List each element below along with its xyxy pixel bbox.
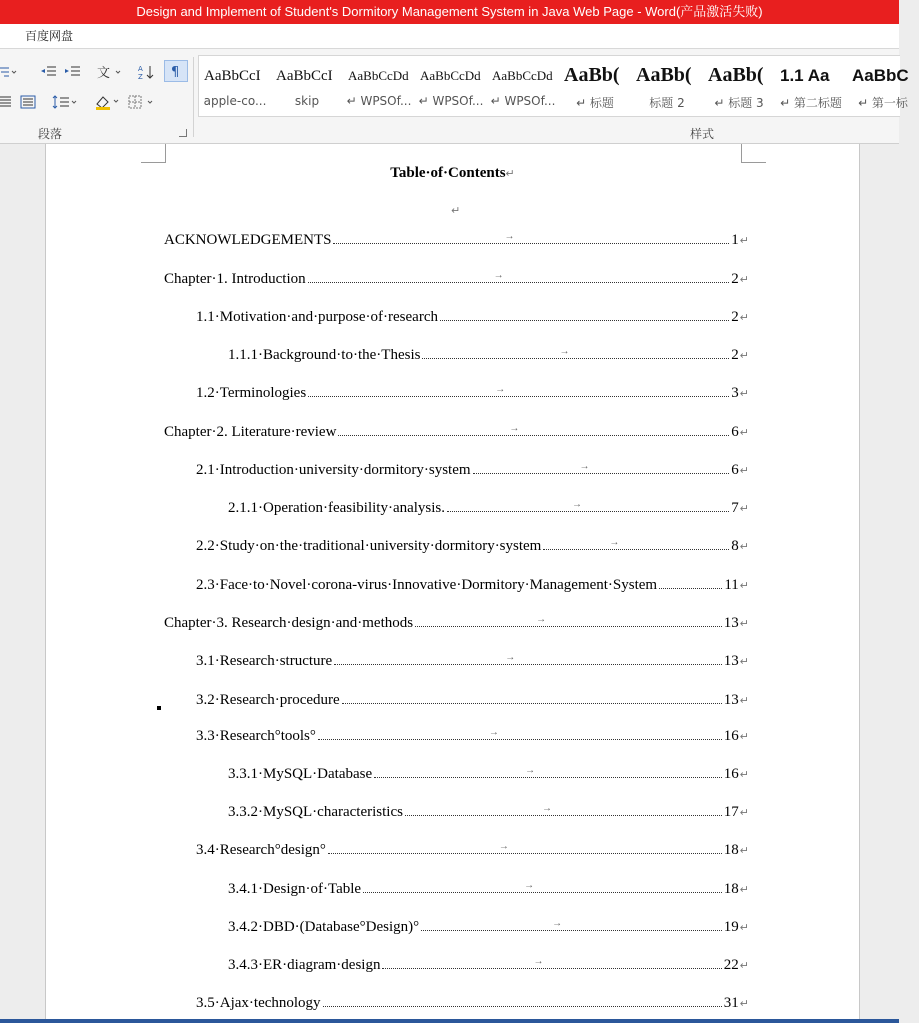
dot-leader (422, 346, 729, 359)
toc-entry[interactable] (228, 765, 749, 783)
toc-page-number: 3 (731, 385, 739, 401)
style-name: 标题 2 (649, 96, 685, 110)
style-item[interactable] (271, 56, 343, 116)
toc-entry-text: Chapter·3. Research·design·and·methods (164, 615, 414, 631)
dot-leader (543, 537, 729, 550)
shading-icon (94, 94, 122, 110)
decrease-indent-icon (39, 65, 57, 79)
tab-arrow-icon: → (541, 803, 552, 814)
toc-entry[interactable] (228, 918, 749, 936)
toc-title[interactable] (46, 165, 859, 182)
document-area[interactable] (0, 144, 899, 1019)
status-bar (0, 1019, 899, 1023)
toc-page-number: 18 (723, 881, 739, 897)
style-item[interactable] (703, 56, 775, 116)
tab-arrow-icon: → (572, 499, 583, 510)
toc-title-text: Table·of·Contents (390, 165, 506, 181)
multilevel-list-button[interactable] (0, 61, 18, 83)
multilevel-list-icon (0, 65, 17, 79)
style-preview: AaBbCcDd (348, 68, 409, 83)
paragraph-mark-icon: ↵ (451, 204, 461, 217)
toc-page-number: 2 (731, 347, 739, 363)
style-name: ↵ 第二标题 (780, 96, 842, 110)
distributed-button[interactable] (16, 91, 40, 113)
shading-button[interactable] (92, 91, 124, 113)
tab-baidu-netdisk[interactable]: 百度网盘 (25, 29, 74, 43)
dot-leader (338, 423, 729, 436)
styles-group-label: 样式 (690, 127, 715, 141)
paragraph-mark-icon: ↵ (739, 388, 749, 400)
toc-entry[interactable] (164, 231, 749, 249)
style-name: ↵ WPSOf... (346, 94, 412, 108)
tab-arrow-icon: → (536, 614, 547, 625)
style-preview: AaBb( (708, 64, 764, 86)
line-spacing-icon (52, 95, 80, 109)
dot-leader (308, 384, 729, 397)
toc-page-number: 8 (731, 538, 739, 554)
toc-entry-text: 3.5·Ajax·technology (196, 995, 321, 1011)
toc-entry[interactable] (164, 270, 749, 288)
style-preview: AaBbCcDd (420, 68, 481, 83)
toc-entry[interactable] (196, 308, 749, 326)
crop-mark (141, 144, 166, 163)
style-preview: AaBb( (564, 64, 620, 86)
line-spacing-button[interactable] (50, 91, 82, 113)
dot-leader (415, 614, 722, 627)
increase-indent-button[interactable] (60, 61, 84, 83)
sort-icon (137, 64, 155, 80)
svg-text:Z: Z (138, 73, 143, 81)
dot-leader (363, 880, 722, 893)
toc-entry[interactable] (164, 614, 749, 632)
paragraph-mark-icon: ↵ (739, 618, 749, 630)
toc-page-number: 11 (724, 577, 739, 593)
toc-entry-text: 3.4.1·Design·of·Table (228, 881, 362, 897)
dot-leader (473, 461, 730, 474)
style-preview: AaBbCcDd (492, 68, 553, 83)
toc-entry-text: 3.4·Research°design° (196, 842, 326, 858)
bullet-marker (157, 706, 161, 710)
style-name: ↵ WPSOf... (418, 94, 484, 108)
paragraph-mark-icon: ↵ (739, 427, 749, 439)
window-title: Design and Implement of Student's Dormitory Management System in Java Web Page - Word(产品激活失败) (136, 4, 763, 19)
toc-entry-text: 3.3.1·MySQL·Database (228, 766, 373, 782)
paragraph-mark-icon: ↵ (505, 168, 515, 180)
toc-entry[interactable] (196, 576, 749, 594)
toc-entry[interactable] (196, 461, 749, 479)
style-name: skip (294, 94, 320, 108)
paragraph-mark-icon: ↵ (739, 960, 749, 972)
toc-entry-text: 3.4.3·ER·diagram·design (228, 957, 381, 973)
distributed-icon (20, 95, 36, 109)
dot-leader (659, 576, 722, 589)
toc-page-number: 2 (731, 271, 739, 287)
tab-arrow-icon: → (524, 880, 535, 891)
style-name: ↵ 标题 3 (714, 96, 764, 110)
styles-gallery (198, 55, 909, 117)
toc-entry-text: 2.1·Introduction·university·dormitory·system (196, 462, 471, 478)
paragraph-mark-icon: ↵ (739, 769, 749, 781)
toc-entry[interactable] (196, 537, 749, 555)
show-hide-marks-button[interactable] (164, 60, 188, 82)
toc-entry[interactable] (228, 956, 749, 974)
style-item[interactable] (559, 56, 631, 116)
toc-entry[interactable] (196, 652, 749, 670)
toc-entry[interactable] (196, 384, 749, 402)
dot-leader (342, 691, 722, 704)
style-preview: AaBbCcI (276, 68, 333, 84)
dot-leader (328, 841, 722, 854)
paragraph-mark-icon: ↵ (739, 465, 749, 477)
style-item[interactable] (775, 56, 847, 116)
dot-leader (333, 231, 729, 244)
style-name: apple-co... (203, 94, 267, 108)
chinese-layout-icon (96, 65, 124, 79)
paragraph-mark-icon: ↵ (739, 541, 749, 553)
dot-leader (382, 956, 721, 969)
toc-entry-text: ACKNOWLEDGEMENTS (164, 232, 332, 248)
paragraph-mark-icon: ↵ (739, 580, 749, 592)
paragraph-mark-icon: ↵ (739, 998, 749, 1010)
ribbon (0, 49, 909, 144)
style-name: ↵ 标题 (576, 96, 614, 110)
style-item[interactable] (847, 56, 919, 116)
tab-arrow-icon: → (609, 537, 620, 548)
toc-entry[interactable] (196, 994, 749, 1012)
paragraph-mark-icon: ↵ (739, 807, 749, 819)
paragraph-mark-icon: ↵ (739, 274, 749, 286)
toc-page-number: 6 (731, 462, 739, 478)
toc-page-number: 13 (723, 692, 739, 708)
group-divider (193, 57, 194, 137)
paragraph-mark-icon: ↵ (739, 503, 749, 515)
toc-entry-text: 3.3·Research°tools° (196, 728, 316, 744)
toc-entry-text: 3.4.2·DBD·(Database°Design)° (228, 919, 420, 935)
toc-entry[interactable] (228, 803, 749, 821)
tab-arrow-icon: → (493, 270, 504, 281)
toc-page-number: 1 (731, 232, 739, 248)
tab-arrow-icon: → (552, 918, 563, 929)
dot-leader (405, 803, 722, 816)
decrease-indent-button[interactable] (36, 61, 60, 83)
document-page[interactable] (45, 144, 860, 1019)
show-hide-marks-icon (169, 64, 183, 78)
toc-entry[interactable] (196, 691, 749, 709)
dot-leader (323, 994, 722, 1007)
toc-entry[interactable] (228, 880, 749, 898)
paragraph-mark-icon: ↵ (739, 845, 749, 857)
style-item[interactable] (343, 56, 415, 116)
tab-arrow-icon: → (525, 765, 536, 776)
toc-entry[interactable] (196, 841, 749, 859)
tab-arrow-icon: → (488, 727, 499, 738)
paragraph-mark-icon: ↵ (739, 350, 749, 362)
paragraph-dialog-launcher-icon[interactable] (179, 129, 187, 137)
toc-entry-text: 1.1.1·Background·to·the·Thesis (228, 347, 421, 363)
style-item[interactable] (487, 56, 559, 116)
style-item[interactable] (199, 56, 271, 116)
style-item[interactable] (631, 56, 703, 116)
dot-leader (421, 918, 722, 931)
style-preview: AaBb( (636, 64, 692, 86)
style-name: ↵ 第一标 (858, 96, 908, 110)
svg-text:¶: ¶ (171, 65, 180, 80)
crop-mark (741, 144, 766, 163)
borders-button[interactable] (126, 91, 158, 113)
toc-page-number: 31 (723, 995, 739, 1011)
svg-text:A: A (138, 65, 143, 73)
style-item[interactable] (415, 56, 487, 116)
toc-entry-text: 3.1·Research·structure (196, 653, 333, 669)
tab-arrow-icon: → (505, 652, 516, 663)
dot-leader (318, 727, 722, 740)
paragraph-mark-icon: ↵ (739, 312, 749, 324)
justify-icon (0, 95, 13, 109)
toc-page-number: 7 (731, 500, 739, 516)
paragraph-mark-icon: ↵ (739, 922, 749, 934)
toc-page-number: 2 (731, 309, 739, 325)
style-preview: AaBbC (852, 66, 909, 85)
toc-entry-text: 1.2·Terminologies (196, 385, 307, 401)
toc-page-number: 19 (723, 919, 739, 935)
borders-icon (128, 95, 156, 109)
tab-arrow-icon: → (509, 423, 520, 434)
toc-entry-text: 2.2·Study·on·the·traditional·university·dormitory·system (196, 538, 542, 554)
tab-arrow-icon: → (559, 346, 570, 357)
svg-text:文: 文 (97, 66, 111, 81)
toc-entry[interactable] (164, 423, 749, 441)
style-name: ↵ WPSOf... (490, 94, 556, 108)
dot-leader (447, 499, 729, 512)
tab-arrow-icon: → (495, 384, 506, 395)
dot-leader (374, 765, 722, 778)
toc-entry-text: 3.2·Research·procedure (196, 692, 340, 708)
tab-arrow-icon: → (498, 841, 509, 852)
paragraph-mark-icon: ↵ (739, 731, 749, 743)
paragraph-mark-icon: ↵ (739, 656, 749, 668)
tab-arrow-icon: → (579, 461, 590, 472)
toc-entry-text: Chapter·2. Literature·review (164, 424, 337, 440)
toc-page-number: 22 (723, 957, 739, 973)
dot-leader (440, 308, 729, 321)
paragraph-mark-icon: ↵ (739, 884, 749, 896)
toc-page-number: 6 (731, 424, 739, 440)
toc-entry[interactable] (228, 499, 749, 517)
toc-entry-text: 2.1.1·Operation·feasibility·analysis. (228, 500, 446, 516)
dot-leader (308, 270, 730, 283)
toc-entry[interactable] (196, 727, 749, 745)
toc-entry[interactable] (228, 346, 749, 364)
toc-entry-text: 3.3.2·MySQL·characteristics (228, 804, 403, 820)
dot-leader (334, 652, 722, 665)
toc-entry-text: 2.3·Face·to·Novel·corona-virus·Innovative·Dormitory·Management·System (196, 577, 658, 593)
chinese-layout-button[interactable] (94, 61, 126, 83)
toc-page-number: 13 (723, 653, 739, 669)
toc-page-number: 16 (723, 728, 739, 744)
increase-indent-icon (63, 65, 81, 79)
tab-arrow-icon: → (533, 956, 544, 967)
tab-arrow-icon: → (504, 231, 515, 242)
sort-button[interactable] (134, 61, 158, 83)
toc-page-number: 17 (723, 804, 739, 820)
paragraph-group-label: 段落 (38, 127, 63, 141)
ribbon-tab-row (0, 24, 899, 49)
paragraph-mark-icon: ↵ (739, 235, 749, 247)
window-title-bar (0, 0, 899, 24)
style-preview: 1.1 Aa (780, 66, 830, 85)
style-preview: AaBbCcI (204, 68, 261, 84)
toc-page-number: 18 (723, 842, 739, 858)
toc-page-number: 16 (723, 766, 739, 782)
toc-page-number: 13 (723, 615, 739, 631)
paragraph-mark-icon: ↵ (739, 695, 749, 707)
toc-entry-text: 1.1·Motivation·and·purpose·of·research (196, 309, 438, 325)
toc-entry-text: Chapter·1. Introduction (164, 271, 306, 287)
